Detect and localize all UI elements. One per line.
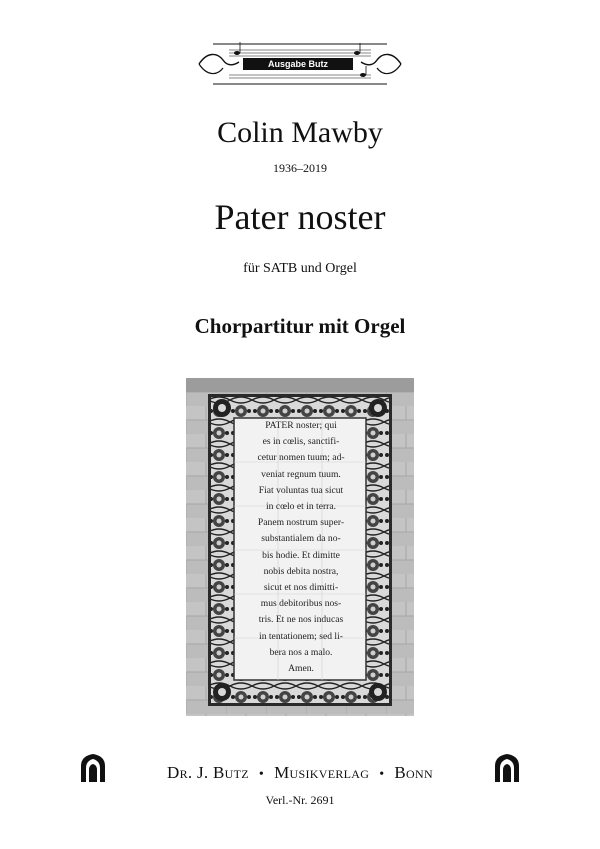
composer-name: Colin Mawby	[217, 116, 383, 149]
cover-photo	[186, 378, 414, 716]
work-title: Pater noster	[214, 197, 386, 237]
inscription-line: tris. Et ne nos inducas	[258, 614, 344, 626]
inscription-line: substantialem da no-	[261, 533, 341, 545]
inscription-line: sicut et nos dimitti-	[263, 582, 339, 594]
inscription-line: cetur nomen tuum; ad-	[257, 452, 345, 464]
inscription-line: bis hodie. Et dimitte	[262, 549, 340, 561]
publisher-type: Musikverlag	[274, 763, 370, 782]
emblem-label: Ausgabe Butz	[243, 58, 353, 70]
publisher-city: Bonn	[394, 763, 433, 782]
tile-inscription	[240, 418, 362, 677]
separator-dot: •	[258, 767, 265, 782]
inscription-line: es in cœlis, sanctifi-	[262, 436, 340, 448]
edition-type: Chorpartitur mit Orgel	[194, 314, 406, 338]
inscription-line: Amen.	[288, 663, 314, 675]
inscription-line: Fiat voluntas tua sicut	[258, 484, 344, 496]
inscription-line: veniat regnum tuum.	[261, 468, 341, 480]
inscription-line: bera nos a malo.	[269, 646, 333, 658]
gothic-arch-icon	[494, 754, 520, 782]
composer-dates: 1936–2019	[273, 161, 327, 175]
publisher-emblem	[193, 38, 407, 90]
inscription-line: in tentationem; sed li-	[259, 630, 343, 642]
inscription-line: mus debitoribus nos-	[260, 598, 342, 610]
inscription-line: Panem nostrum super-	[257, 517, 345, 529]
separator-dot: •	[379, 767, 385, 782]
inscription-line: PATER noster; qui	[265, 420, 337, 431]
catalog-number: Verl.-Nr. 2691	[265, 793, 335, 807]
work-scoring: für SATB und Orgel	[243, 261, 357, 276]
inscription-line: in cœlo et in terra.	[265, 501, 337, 513]
publisher-name: Dr. J. Butz	[167, 763, 249, 782]
inscription-line: nobis debita nostra,	[263, 565, 339, 577]
